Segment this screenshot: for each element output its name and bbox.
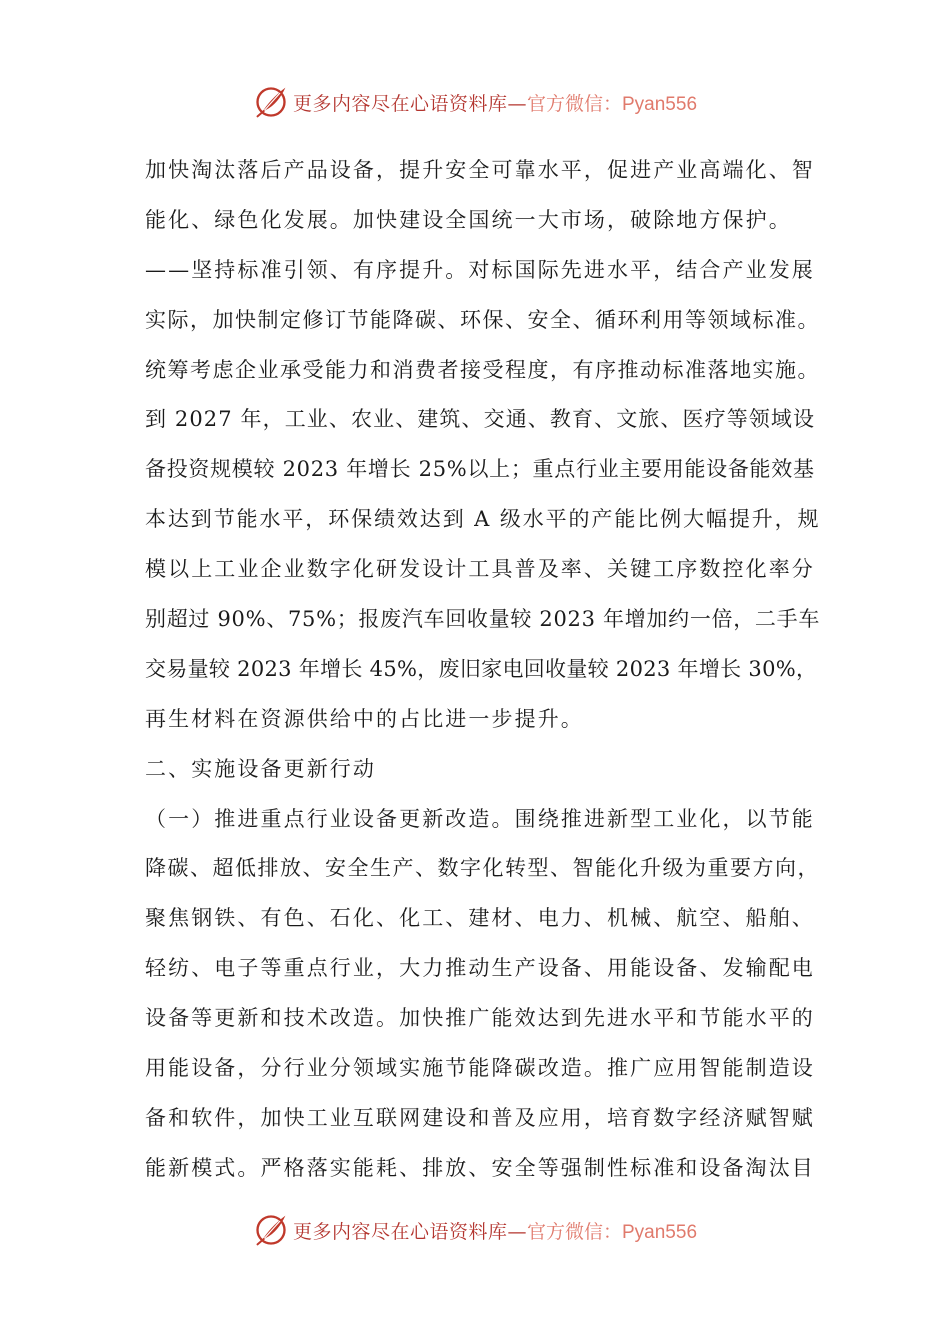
body-line: （一）推进重点行业设备更新改造。围绕推进新型工业化，以节能 (145, 806, 815, 831)
body-line: 再生材料在资源供给中的占比进一步提升。 (145, 706, 584, 731)
watermark-text: 更多内容尽在心语资料库— (292, 1220, 527, 1243)
body-line: 能化、绿色化发展。加快建设全国统一大市场，破除地方保护。 (145, 207, 792, 232)
watermark-header (0, 82, 950, 122)
body-line: 到 2027 年，工业、农业、建筑、交通、教育、文旅、医疗等领域设 (145, 407, 816, 432)
body-line: 交易量较 2023 年增长 45%，废旧家电回收量较 2023 年增长 30%， (145, 656, 818, 681)
body-line: 降碳、超低排放、安全生产、数字化转型、智能化升级为重要方向， (145, 856, 820, 881)
watermark-contact: 官方微信：Pyan556 (527, 93, 698, 115)
body-line: 能新模式。严格落实能耗、排放、安全等强制性标准和设备淘汰目 (145, 1155, 815, 1180)
document-body (145, 150, 821, 1198)
watermark-contact: 官方微信：Pyan556 (527, 1221, 698, 1243)
body-line: 本达到节能水平，环保绩效达到 A 级水平的产能比例大幅提升，规 (145, 507, 821, 532)
body-line: 设备等更新和技术改造。加快推广能效达到先进水平和节能水平的 (145, 1006, 815, 1031)
body-line: 轻纺、电子等重点行业，大力推动生产设备、用能设备、发输配电 (145, 956, 815, 981)
body-line: 聚焦钢铁、有色、石化、化工、建材、电力、机械、航空、船舶、 (145, 906, 815, 931)
body-line: 加快淘汰落后产品设备，提升安全可靠水平，促进产业高端化、智 (145, 158, 815, 182)
body-line: 实际，加快制定修订节能降碳、环保、安全、循环利用等领域标准。 (145, 307, 820, 332)
section-heading: 二、实施设备更新行动 (145, 756, 376, 781)
body-line: 别超过 90%、75%；报废汽车回收量较 2023 年增加约一倍，二手车 (145, 607, 821, 632)
body-line: 备和软件，加快工业互联网建设和普及应用，培育数字经济赋智赋 (145, 1105, 815, 1130)
body-line: ——坚持标准引领、有序提升。对标国际先进水平，结合产业发展 (145, 257, 815, 282)
body-line: 统筹考虑企业承受能力和消费者接受程度，有序推动标准落地实施。 (145, 357, 820, 382)
watermark-text: 更多内容尽在心语资料库— (292, 92, 527, 115)
watermark-footer (0, 1210, 950, 1250)
quill-logo-icon (253, 1212, 289, 1248)
quill-logo-icon (253, 84, 289, 120)
body-line: 用能设备，分行业分领域实施节能降碳改造。推广应用智能制造设 (145, 1056, 815, 1081)
body-line: 模以上工业企业数字化研发设计工具普及率、关键工序数控化率分 (145, 557, 815, 582)
body-line: 备投资规模较 2023 年增长 25%以上；重点行业主要用能设备能效基 (145, 457, 815, 482)
